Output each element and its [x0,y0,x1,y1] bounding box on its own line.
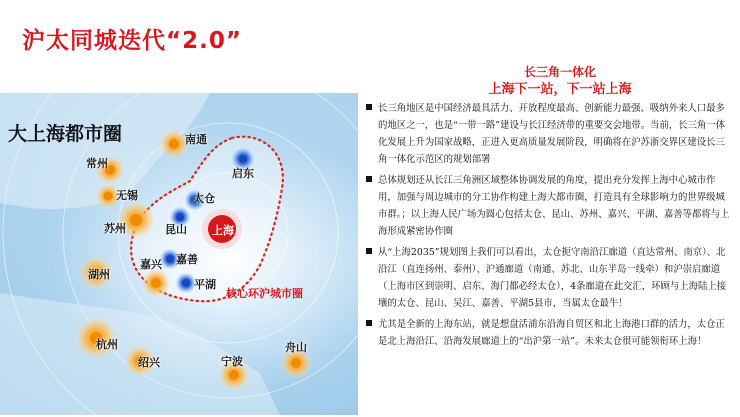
city-label-nantong: 南通 [185,133,207,146]
city-label-kunshan: 昆山 [165,223,187,236]
bullet-text: 长三角地区是中国经济最具活力、开放程度最高、创新能力最强、吸纳外来人口最多的地区之一，也是“一带一路”建设与长江经济带的重要交会地带。当前，长三角一体化发展上升为国家战略，正进入更高质量发展阶段，明确将在沪苏浙交界区建设长三角一体化示范区的规划部署 [378,103,726,165]
city-label-wuxi: 无锡 [116,189,138,202]
city-label-jiashan: 嘉善 [176,253,198,266]
metro-map [0,93,358,415]
city-label-ningbo: 宁波 [221,355,243,368]
city-label-shaoxing: 绍兴 [138,356,160,369]
bullet-item [366,100,734,168]
square-bullet-icon [366,248,372,254]
core-ring-label: 核心环沪城市圈 [226,287,303,300]
bullet-text: 从“上海2035”规划图上我们可以看出，太仓扼守南沿江廊道（直达常州、南京）、北沿江（直连扬州、泰州）、沪通廊道（南通、苏北、山东半岛一线牵）和沪崇启廊道（上海市区到崇明、启东、海门都必经太仓），4条廊道在此交汇，环顾与上海陆上接壤的太仓、昆山、吴江、嘉善、平湖5县市，当属太仓最牛！ [378,247,727,309]
square-bullet-icon [366,320,372,326]
city-label-suzhou: 苏州 [104,222,126,235]
square-bullet-icon [366,176,372,182]
bullet-list [366,100,734,354]
city-label-jiaxing: 嘉兴 [140,258,162,271]
bullet-item [366,172,734,240]
page-title: 沪太同城迭代“2.0” [22,28,242,54]
bullet-text: 总体规划还从长江三角洲区域整体协调发展的角度，提出充分发挥上海中心城市作用，加强与周边城市的分工协作构建上海大都市圈，打造具有全球影响力的世界级城市群。；以上海人民广场为圆心包括太仓、昆山、苏州、嘉兴、平湖、嘉善等都将与上海形成紧密协作圈 [378,175,730,237]
bullet-item [366,244,734,312]
heading-line-1: 长三角一体化 [523,65,596,79]
city-label-taicang: 太仓 [193,192,215,205]
city-label-huzhou: 湖州 [88,268,110,281]
heading-line-2: 上海下一站，下一站上海 [488,82,632,97]
section-heading [396,64,724,98]
map-title: 大上海都市圈 [8,123,123,145]
city-label-qidong: 启东 [232,167,254,180]
square-bullet-icon [366,104,372,110]
city-label-changzhou: 常州 [86,157,108,170]
bullet-text: 尤其是全新的上海东站，就是想盘活浦东沿海自贸区和北上海港口群的活力，太仓正是北上海沿江、沿海发展廊道上的“出沪第一站”。未来太仓很可能领衔环上海！ [378,319,725,347]
city-label-shanghai: 上海 [212,224,234,237]
city-label-hangzhou: 杭州 [96,338,118,351]
city-label-zhoushan: 舟山 [285,341,307,354]
city-label-pinghu: 平湖 [194,278,216,291]
bullet-item [366,316,734,350]
